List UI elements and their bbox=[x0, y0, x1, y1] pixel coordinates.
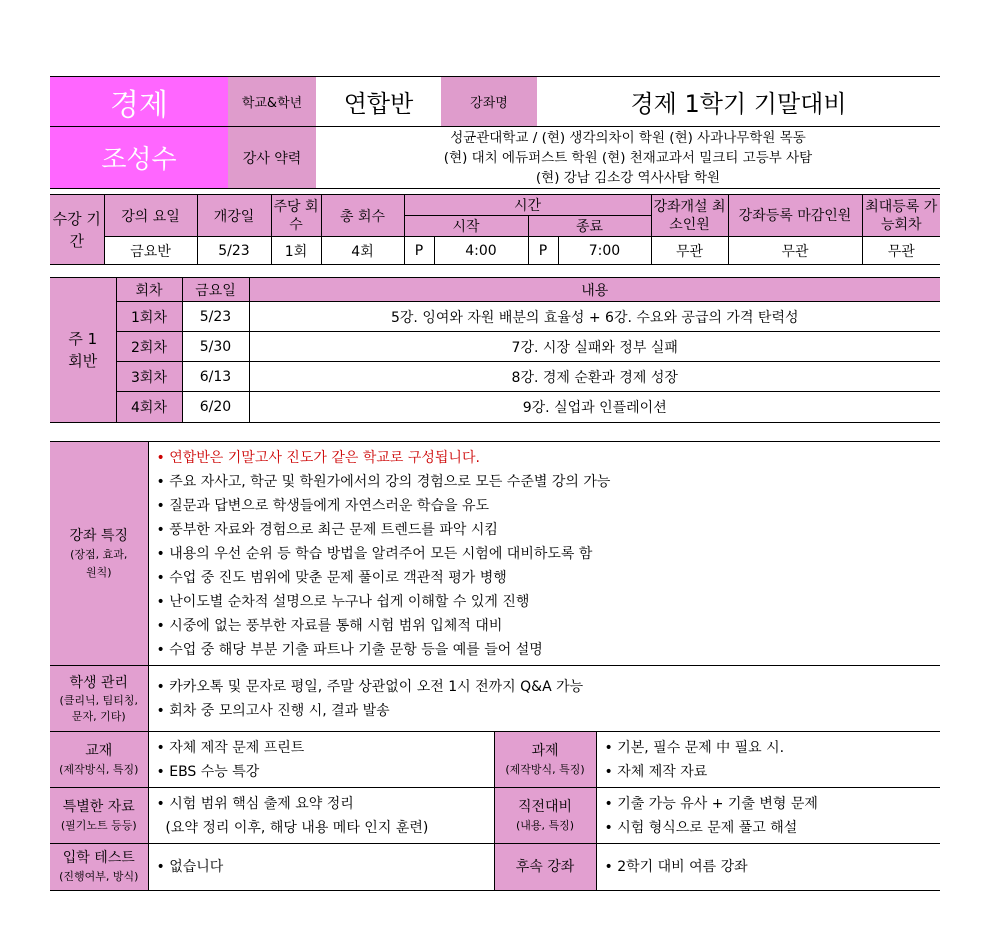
start-time: 4:00 bbox=[434, 237, 528, 265]
followup-list bbox=[596, 844, 940, 891]
school-grade-label: 학교&학년 bbox=[228, 77, 316, 127]
per-week-value: 1회 bbox=[271, 237, 321, 265]
list-item: • 연합반은 기말고사 진도가 같은 학교로 구성됩니다. bbox=[156, 449, 480, 466]
textbook-list bbox=[148, 732, 494, 788]
features-list bbox=[148, 442, 940, 666]
list-item: • 질문과 답변으로 학생들에게 자연스러운 학습을 유도 bbox=[156, 497, 489, 514]
textbook-label-cell bbox=[50, 732, 148, 788]
end-time: 7:00 bbox=[558, 237, 651, 265]
list-item: • 시중에 없는 풍부한 자료를 통해 시험 범위 입체적 대비 bbox=[156, 617, 503, 634]
close-people-header: 강좌등록 마감인원 bbox=[728, 195, 862, 237]
special-sublabel: (필기노트 등등) bbox=[60, 818, 137, 832]
special-list bbox=[148, 788, 494, 844]
list-item: • 없습니다 bbox=[156, 859, 224, 875]
start-date-value: 5/23 bbox=[197, 237, 271, 265]
time-end-header: 종료 bbox=[528, 216, 651, 237]
final-prep-list bbox=[596, 788, 940, 844]
table-row bbox=[50, 302, 940, 332]
session-cell: 2회차 bbox=[116, 332, 182, 362]
homework-list bbox=[596, 732, 940, 788]
list-item: • 수업 중 진도 범위에 맞춘 문제 풀이로 객관적 평가 병행 bbox=[156, 569, 507, 586]
list-item: • 자체 제작 문제 프린트 bbox=[156, 739, 305, 756]
table-row bbox=[50, 362, 940, 392]
course-name-label: 강좌명 bbox=[441, 77, 537, 127]
total-header: 총 회수 bbox=[321, 195, 404, 237]
school-grade-value: 연합반 bbox=[316, 77, 441, 127]
management-list bbox=[148, 666, 940, 732]
features-table bbox=[50, 441, 940, 891]
list-item: • 수업 중 해당 부분 기출 파트나 기출 문항 등을 예를 들어 설명 bbox=[156, 641, 543, 658]
management-sublabel: (클리닉, 팀티칭, 문자, 기타) bbox=[59, 693, 139, 723]
list-item: • EBS 수능 특강 bbox=[156, 763, 260, 780]
list-item: • 자체 제작 자료 bbox=[604, 763, 708, 780]
per-week-header: 주당 회수 bbox=[271, 195, 321, 237]
content-cell: 8강. 경제 순환과 경제 성장 bbox=[249, 362, 940, 392]
special-label: 특별한 자료 bbox=[62, 798, 135, 815]
period-label: 수강 기간 bbox=[50, 195, 104, 265]
weekly-table bbox=[50, 277, 940, 423]
min-people-header: 강좌개설 최소인원 bbox=[651, 195, 728, 237]
features-label: 강좌 특징 bbox=[69, 527, 129, 544]
table-row bbox=[50, 332, 940, 362]
followup-label: 후속 강좌 bbox=[515, 859, 575, 875]
list-item: • 회차 중 모의고사 진행 시, 결과 발송 bbox=[156, 702, 390, 719]
homework-sublabel: (제작방식, 특징) bbox=[505, 762, 585, 776]
weekday-header: 금요일 bbox=[182, 278, 249, 302]
min-people-value: 무관 bbox=[651, 237, 728, 265]
entrance-label: 입학 테스트 bbox=[62, 850, 135, 866]
date-cell: 6/13 bbox=[182, 362, 249, 392]
textbook-sublabel: (제작방식, 특징) bbox=[59, 762, 139, 776]
date-cell: 5/30 bbox=[182, 332, 249, 362]
subject-title: 경제 bbox=[50, 77, 228, 127]
day-value: 금요반 bbox=[104, 237, 197, 265]
date-cell: 6/20 bbox=[182, 392, 249, 423]
followup-label-cell bbox=[494, 844, 596, 891]
features-sublabel: (장점, 효과, 원칙) bbox=[70, 547, 128, 579]
max-register-value: 무관 bbox=[862, 237, 940, 265]
list-item: • 난이도별 순차적 설명으로 누구나 쉽게 이해할 수 있게 진행 bbox=[156, 593, 530, 610]
list-item: (요약 정리 이후, 해당 내용 메타 인지 훈련) bbox=[165, 819, 429, 836]
textbook-label: 교재 bbox=[85, 742, 113, 759]
header-table bbox=[50, 76, 940, 189]
start-date-header: 개강일 bbox=[197, 195, 271, 237]
session-header: 회차 bbox=[116, 278, 182, 302]
career-line: (현) 강남 김소강 역사사탐 학원 bbox=[535, 169, 721, 186]
homework-label-cell bbox=[494, 732, 596, 788]
total-value: 4회 bbox=[321, 237, 404, 265]
day-header: 강의 요일 bbox=[104, 195, 197, 237]
schedule-table bbox=[50, 194, 940, 265]
career-list bbox=[316, 127, 940, 189]
end-ampm: P bbox=[528, 237, 558, 265]
entrance-list bbox=[148, 844, 494, 891]
close-people-value: 무관 bbox=[728, 237, 862, 265]
entrance-sublabel: (진행여부, 방식) bbox=[59, 870, 139, 883]
final-prep-label-cell bbox=[494, 788, 596, 844]
list-item: • 시험 형식으로 문제 풀고 해설 bbox=[604, 819, 798, 836]
management-label-cell bbox=[50, 666, 148, 732]
time-header: 시간 bbox=[404, 195, 651, 216]
features-label-cell bbox=[50, 442, 148, 666]
list-item: • 기출 가능 유사 + 기출 변형 문제 bbox=[604, 795, 818, 812]
date-cell: 5/23 bbox=[182, 302, 249, 332]
content-cell: 5강. 잉여와 자원 배분의 효율성 + 6강. 수요와 공급의 가격 탄력성 bbox=[249, 302, 940, 332]
list-item: • 카카오톡 및 문자로 평일, 주말 상관없이 오전 1시 전까지 Q&A 가능 bbox=[156, 678, 584, 695]
max-register-header: 최대등록 가능회차 bbox=[862, 195, 940, 237]
final-prep-label: 직전대비 bbox=[517, 798, 573, 815]
content-header: 내용 bbox=[249, 278, 940, 302]
list-item: • 주요 자사고, 학군 및 학원가에서의 강의 경험으로 모든 수준별 강의 가능 bbox=[156, 473, 611, 490]
session-cell: 3회차 bbox=[116, 362, 182, 392]
list-item: • 내용의 우선 순위 등 학습 방법을 알려주어 모든 시험에 대비하도록 함 bbox=[156, 545, 593, 562]
career-line: 성균관대학교 / (현) 생각의차이 학원 (현) 사과나무학원 목동 bbox=[450, 129, 806, 146]
career-line: (현) 대치 에듀퍼스트 학원 (현) 천재교과서 밀크티 고등부 사탐 bbox=[443, 149, 813, 166]
table-row bbox=[50, 392, 940, 423]
list-item: • 2학기 대비 여름 강좌 bbox=[604, 859, 748, 875]
management-label: 학생 관리 bbox=[69, 674, 129, 691]
teacher-name: 조성수 bbox=[50, 127, 228, 189]
special-label-cell bbox=[50, 788, 148, 844]
list-item: • 기본, 필수 문제 中 필요 시. bbox=[604, 739, 785, 756]
content-cell: 9강. 실업과 인플레이션 bbox=[249, 392, 940, 423]
weekly-side-label: 주 1회반 bbox=[50, 278, 116, 423]
career-label: 강사 약력 bbox=[228, 127, 316, 189]
course-name-value: 경제 1학기 기말대비 bbox=[537, 77, 940, 127]
time-start-header: 시작 bbox=[404, 216, 528, 237]
list-item: • 시험 범위 핵심 출제 요약 정리 bbox=[156, 795, 354, 812]
session-cell: 4회차 bbox=[116, 392, 182, 423]
start-ampm: P bbox=[404, 237, 434, 265]
homework-label: 과제 bbox=[531, 742, 559, 759]
session-cell: 1회차 bbox=[116, 302, 182, 332]
entrance-label-cell bbox=[50, 844, 148, 891]
content-cell: 7강. 시장 실패와 정부 실패 bbox=[249, 332, 940, 362]
final-prep-sublabel: (내용, 특징) bbox=[515, 818, 575, 832]
list-item: • 풍부한 자료와 경험으로 최근 문제 트렌드를 파악 시킴 bbox=[156, 521, 498, 538]
